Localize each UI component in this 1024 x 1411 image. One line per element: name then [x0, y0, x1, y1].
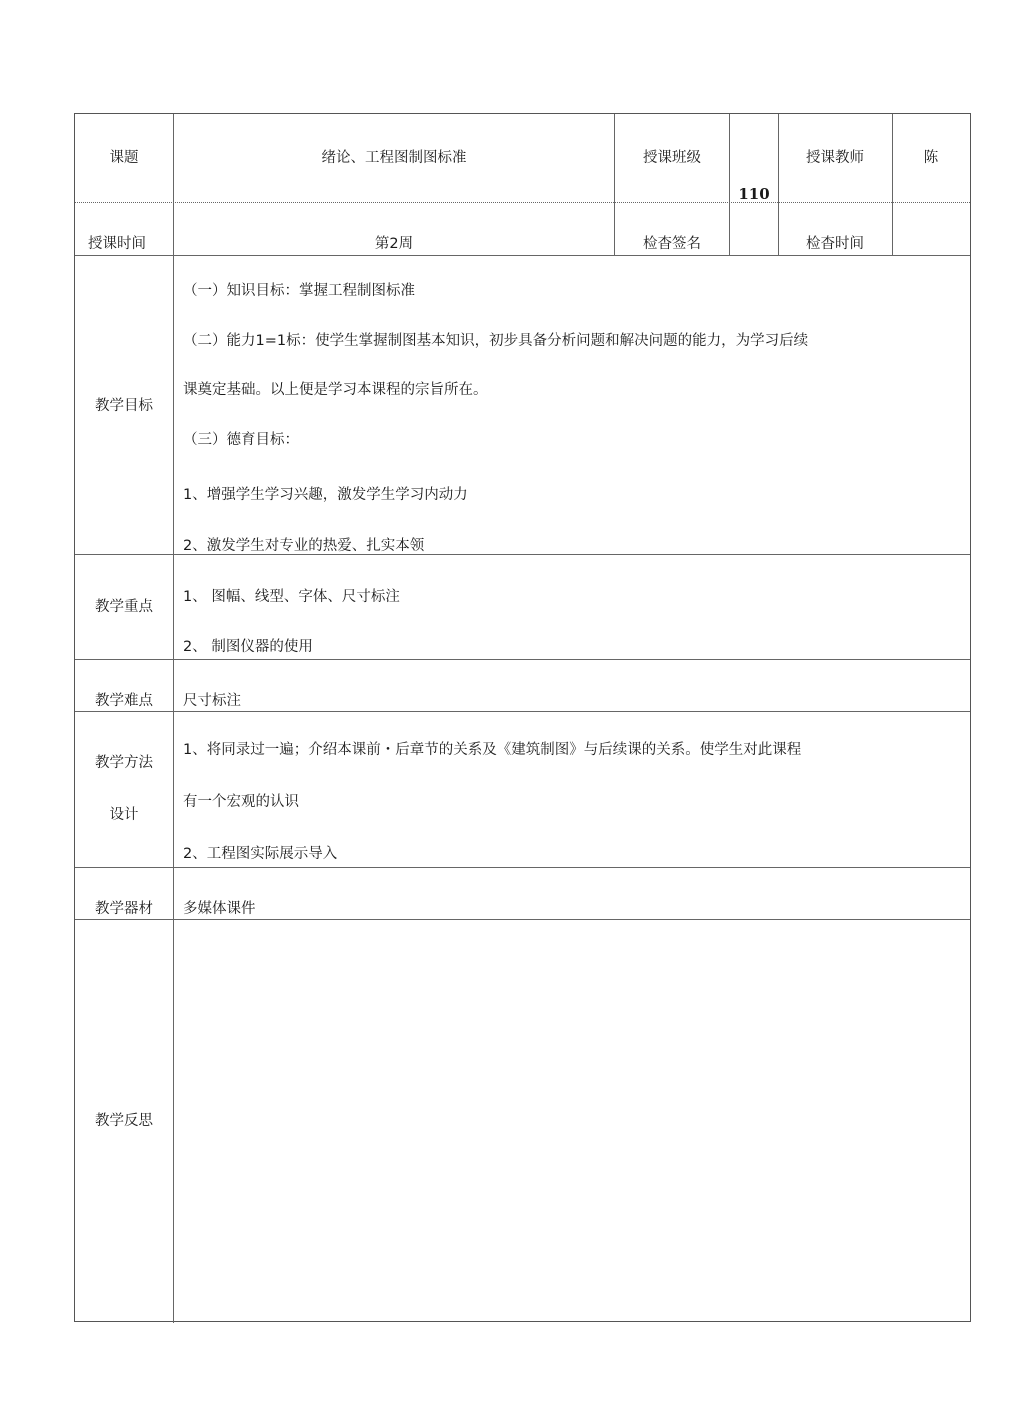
row-divider: [75, 659, 970, 660]
method-label: 教学方法: [95, 755, 153, 771]
row-divider: [75, 919, 970, 920]
equipment-value: 多媒体课件: [183, 901, 256, 917]
key-points-line: 2、 制图仪器的使用: [183, 639, 313, 655]
objectives-line: 2、激发学生对专业的热爱、扎实本领: [183, 538, 425, 554]
objectives-line: 1、增强学生学习兴趣，激发学生学习内动力: [183, 487, 468, 503]
topic-label: 课题: [109, 150, 139, 166]
objectives-line: （三）德育目标：: [183, 432, 299, 448]
method-line: 有一个宏观的认识: [183, 794, 299, 810]
row-divider: [75, 867, 970, 868]
column-divider: [173, 114, 174, 1323]
objectives-line: （二）能力1=1标：使学生掌握制图基本知识，初步具备分析问题和解决问题的能力，为学习后续: [183, 333, 809, 349]
check-time-label: 检杳时间: [806, 236, 864, 252]
class-label: 授课班级: [643, 150, 701, 166]
row-divider: [75, 202, 970, 203]
method-label: 设计: [109, 807, 139, 823]
column-divider: [778, 114, 779, 255]
lesson-plan-table: [74, 113, 971, 1322]
objectives-label: 教学目标: [95, 398, 153, 414]
row-divider: [75, 711, 970, 712]
check-sign-label: 检杳签名: [643, 236, 701, 252]
objectives-line: 课奠定基础。以上便是学习本课程的宗旨所在。: [183, 382, 488, 398]
class-value: 110: [738, 185, 770, 203]
column-divider: [614, 114, 615, 255]
difficulties-label: 教学难点: [95, 693, 153, 709]
method-line: 2、工程图实际展示导入: [183, 846, 338, 862]
teacher-value: 陈: [923, 150, 939, 166]
column-divider: [892, 114, 893, 255]
key-points-line: 1、 图幅、线型、字体、尺寸标注: [183, 589, 400, 605]
time-label: 授课时间: [88, 236, 146, 252]
difficulties-value: 尺寸标注: [183, 693, 241, 709]
method-line: 1、将同录过一遍；介绍本课前・后章节的关系及《建筑制图》与后续课的关系。使学生对此课程: [183, 742, 802, 758]
row-divider: [75, 255, 970, 256]
column-divider: [729, 114, 730, 255]
reflection-label: 教学反思: [95, 1113, 153, 1129]
time-value: 第2周: [374, 236, 414, 252]
topic-value: 绪论、工程图制图标准: [321, 150, 467, 166]
teacher-label: 授课教师: [806, 150, 864, 166]
key-points-label: 教学重点: [95, 599, 153, 615]
objectives-line: （一）知识目标：掌握工程制图标准: [183, 283, 415, 299]
equipment-label: 教学器材: [95, 901, 153, 917]
